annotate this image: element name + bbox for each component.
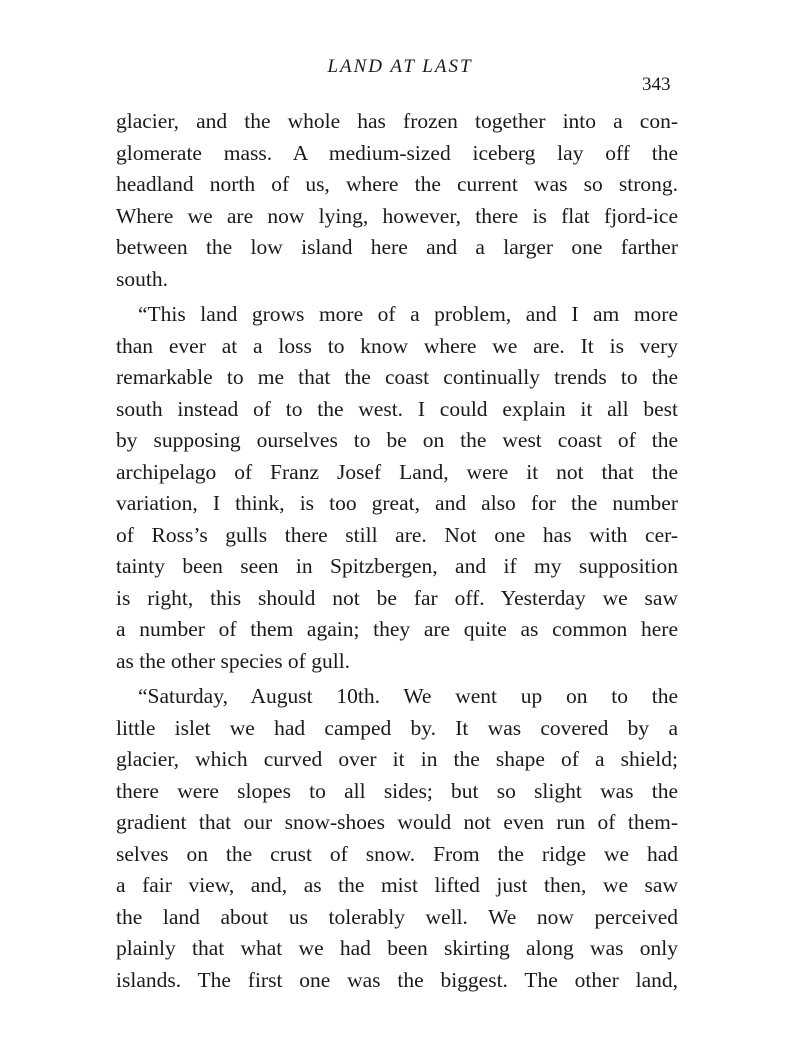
text-line: than ever at a loss to know where we are. It is very (116, 333, 678, 358)
page-number: 343 (642, 74, 671, 95)
text-line: glomerate mass. A medium-sized iceberg lay off the (116, 140, 678, 165)
text-line: remarkable to me that the coast continually trends to the (116, 365, 678, 389)
text-line: little islet we had camped by. It was covered by a (116, 715, 678, 740)
text-line: headland north of us, where the current was so strong. (116, 172, 678, 196)
text-line: between the low island here and a larger one farther (116, 235, 678, 259)
text-line: a fair view, and, as the mist lifted just then, we saw (116, 873, 678, 897)
text-line: archipelago of Franz Josef Land, were it not that the (116, 459, 678, 484)
text-line: selves on the crust of snow. From the ridge we had (116, 841, 678, 866)
paragraph-2 (116, 299, 678, 677)
text-line: a number of them again; they are quite as common here (116, 617, 678, 641)
text-line: south instead of to the west. I could explain it all best (116, 396, 678, 421)
text-line: islands. The first one was the biggest. The other land, (116, 967, 678, 992)
text-line: the land about us tolerably well. We now perceived (116, 904, 678, 929)
running-title: LAND AT LAST (327, 56, 473, 77)
text-line: “Saturday, August 10th. We went up on to the (138, 684, 678, 708)
text-line: variation, I think, is too great, and also for the number (116, 491, 678, 515)
body-text (116, 106, 678, 996)
text-line: gradient that our snow-shoes would not even run of them- (116, 810, 678, 834)
text-line: by supposing ourselves to be on the west coast of the (116, 428, 678, 452)
text-line: as the other species of gull. (116, 648, 351, 673)
text-line: plainly that what we had been skirting along was only (116, 936, 678, 960)
text-line: tainty been seen in Spitzbergen, and if my supposition (116, 554, 678, 578)
paragraph-3 (116, 681, 678, 996)
paragraph-1 (116, 106, 678, 295)
text-line: south. (116, 266, 168, 291)
text-line: is right, this should not be far off. Yesterday we saw (116, 585, 678, 610)
text-line: glacier, which curved over it in the shape of a shield; (116, 747, 678, 771)
text-line: glacier, and the whole has frozen together into a con- (116, 109, 678, 133)
text-line: Where we are now lying, however, there is flat fjord-ice (116, 203, 678, 228)
text-line: “This land grows more of a problem, and I am more (138, 302, 678, 326)
text-line: there were slopes to all sides; but so slight was the (116, 778, 678, 803)
text-line: of Ross’s gulls there still are. Not one has with cer- (116, 522, 678, 547)
